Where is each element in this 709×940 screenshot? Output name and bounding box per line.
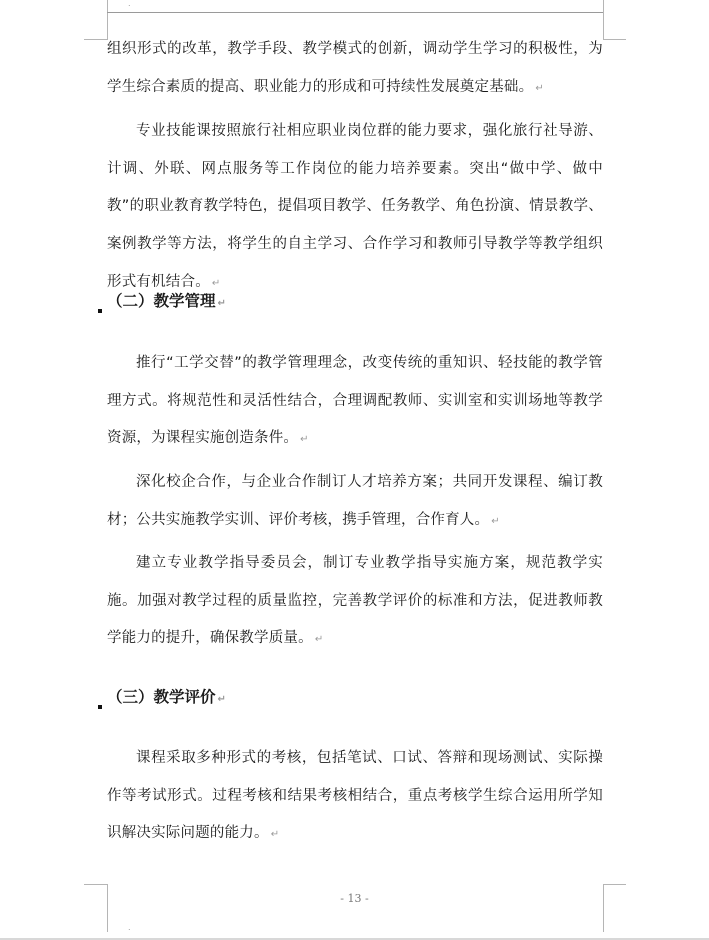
paragraph: [107, 740, 603, 854]
paragraph-text: 建立专业教学指导委员会，制订专业教学指导实施方案，规范教学实施。加强对教学过程的质量监控，完善教学评价的标准和方法，促进教师教学能力的提升，确保教学质量。: [107, 555, 603, 647]
header-border: [107, 12, 603, 13]
paragraph: [107, 31, 603, 107]
crop-mark: [603, 39, 626, 40]
heading-bullet: [98, 309, 102, 313]
paragraph: [107, 345, 603, 459]
paragraph: [107, 545, 603, 659]
crop-mark: [84, 39, 107, 40]
heading-bullet: [98, 705, 102, 709]
crop-mark: [84, 884, 107, 885]
paragraph-mark: ↵: [300, 434, 309, 446]
paragraph-mark: ↵: [491, 515, 500, 527]
section-heading: [107, 685, 226, 712]
paragraph-text: 专业技能课按照旅行社相应职业岗位群的能力要求，强化旅行社导游、计调、外联、网点服务等工作岗位的能力培养要素。突出“做中学、做中教”的职业教育教学特色，提倡项目教学、任务教学、角色扮演、情景教学、案例教学等方法，将学生的自主学习、合作学习和教师引导教学等教学组织形式有机结合。: [107, 123, 603, 290]
paragraph-mark: ↵: [535, 82, 544, 94]
crop-mark: [603, 0, 604, 40]
paragraph-text: 推行“工学交替”的教学管理理念，改变传统的重知识、轻技能的教学管理方式。将规范性和灵活性结合，合理调配教师、实训室和实训场地等教学资源，为课程实施创造条件。: [107, 355, 603, 447]
paragraph-text: 课程采取多种形式的考核，包括笔试、口试、答辩和现场测试、实际操作等考试形式。过程考核和结果考核相结合，重点考核学生综合运用所学知识解决实际问题的能力。: [107, 750, 603, 842]
anchor-mark: .: [128, 0, 131, 8]
crop-mark: [603, 884, 626, 885]
paragraph-mark: ↵: [270, 829, 280, 841]
page-number: - 13 -: [340, 892, 369, 905]
paragraph-mark: ↵: [211, 277, 221, 289]
section-heading: [107, 289, 226, 316]
heading-text: （二）教学管理: [107, 292, 216, 310]
paragraph-mark: ↵: [217, 694, 226, 705]
paragraph: [107, 464, 603, 540]
paragraph-mark: ↵: [314, 634, 324, 646]
heading-text: （三）教学评价: [107, 688, 216, 706]
paragraph-text: 组织形式的改革，教学手段、教学模式的创新，调动学生学习的积极性，为学生综合素质的提高、职业能力的形成和可持续性发展奠定基础。: [107, 41, 603, 95]
paragraph-text: 深化校企合作，与企业合作制订人才培养方案；共同开发课程、编订教材；公共实施教学实训、评价考核，携手管理，合作育人。: [107, 474, 603, 528]
paragraph-mark: ↵: [217, 298, 226, 309]
anchor-mark: .: [128, 923, 131, 932]
paragraph: [107, 113, 603, 303]
